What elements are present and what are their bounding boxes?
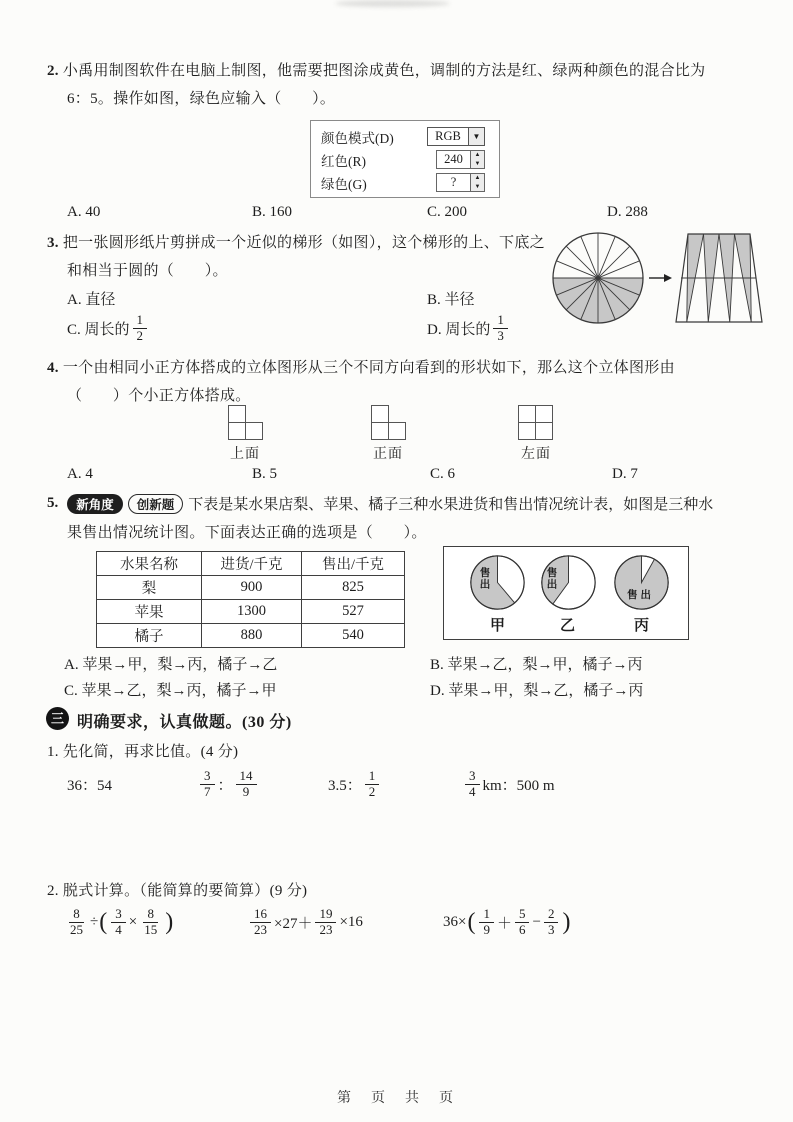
sold-label-jia: 售出 [478,567,490,590]
pie-chart-panel [443,546,689,640]
q5-text1: 下表是某水果店梨、苹果、橘子三种水果进货和售出情况统计表，如图是三种水 [188,497,714,513]
color-dialog [310,120,500,198]
green-value: ? [450,175,457,189]
q3-line1 [47,231,545,252]
left-view-label: 左面 [521,447,551,462]
green-label: 绿色(G) [321,176,367,192]
page-footer: 第 页 共 页 [337,1089,456,1105]
q3-option-d [427,308,511,348]
q4-line2: （ ）个小正方体搭成。 [67,388,251,404]
sub1-title: 1. 先化简，再求比值。(4 分) [47,744,239,760]
color-mode-row [321,125,491,148]
q3-option-c-text: C. 周长的 [67,321,130,338]
green-row [321,171,491,194]
fraction: $\frac{1}{2}$ [133,313,148,344]
red-spinner[interactable] [436,150,485,169]
q3-option-c [67,308,150,348]
q5-option-a: A. 苹果→甲，梨→丙，橘子→乙 [64,657,278,673]
q2-text1: 小禹用制图软件在电脑上制图，他需要把图涂成黄色，调制的方法是红、绿两种颜色的混合比为 [62,63,706,79]
front-view-label: 正面 [373,447,403,462]
q5-option-d: D. 苹果→甲，梨→乙，橘子→丙 [430,683,644,699]
q2-option-b: B. 160 [252,204,293,220]
ratio-3: 3.5： $\frac{1}{2}$ [328,762,382,806]
fraction: $\frac{5}{6}$ [515,907,530,938]
spin-up-icon[interactable]: ▲ [474,175,481,181]
fraction: $\frac{1}{9}$ [479,907,494,938]
q5-line2: 果售出情况统计图。下面表达正确的选项是（ ）。 [67,525,427,541]
q2-line2: 6：5。操作如图，绿色应输入（ ）。 [67,91,336,107]
sold-label-yi: 售出 [545,567,557,590]
q5-number: 5. [47,495,59,511]
sold-label-bing: 售出 [627,590,654,601]
section-three-title: 明确要求，认真做题。(30 分) [77,714,292,731]
fraction: $\frac{8}{15}$ [144,905,158,937]
q5-option-c: C. 苹果→乙，梨→丙，橘子→甲 [64,683,277,699]
q4-option-c: C. 6 [430,466,456,482]
fraction: $\frac{3}{4}$ [465,769,480,800]
q3-line2: 和相当于圆的（ ）。 [67,263,228,279]
pie-label-yi: 乙 [560,618,577,634]
spin-down-icon[interactable]: ▼ [474,183,481,190]
fraction: $\frac{3}{7}$ [200,769,215,800]
q3-text1: 把一张圆形纸片剪拼成一个近似的梯形（如图），这个梯形的上、下底之 [62,235,545,251]
expression-2: $\frac{16}{23}$ ×27＋ $\frac{19}{23}$ ×16 [247,900,363,944]
new-angle-badge: 新角度 [67,494,123,514]
spin-up-icon[interactable]: ▲ [474,152,481,158]
fraction: $\frac{1}{3}$ [493,313,508,344]
q4-option-b: B. 5 [252,466,278,482]
ratio-2: $\frac{3}{7}$ ： $\frac{14}{9}$ [197,762,260,806]
q5-line1 [47,493,713,514]
table-header-row: 水果名称 进货/千克 售出/千克 [97,552,405,576]
fraction: $\frac{14}{9}$ [236,769,257,800]
pie-label-jia: 甲 [490,618,507,634]
table-row: 梨 900 825 [97,576,405,600]
fraction: $\frac{16}{23}$ [250,907,271,938]
red-row [321,148,491,171]
section-three-icon: 三 [46,707,69,730]
color-mode-value: RGB [427,127,469,146]
q4-line1 [47,356,675,377]
arrow-icon [664,274,672,282]
q4-option-a: A. 4 [67,466,93,482]
q3-option-a: A. 直径 [67,292,116,308]
q4-option-d: D. 7 [612,466,638,482]
green-spinner-arrows[interactable] [470,174,484,191]
q2-line1 [47,59,705,80]
q2-option-d: D. 288 [607,204,648,220]
dropdown-arrow-icon[interactable]: ▼ [469,127,485,146]
q2-number: 2. [47,63,59,79]
q5-option-b: B. 苹果→乙，梨→甲，橘子→丙 [430,657,643,673]
fraction: $\frac{19}{23}$ [315,907,336,938]
fraction: $\frac{3}{4}$ [111,907,126,938]
ratio-1: 36：54 [67,777,113,794]
expression-1: $\frac{8}{25}$ ÷ ( $\frac{3}{4}$ × $\frac{8}{15}$ ) [63,900,174,944]
q3-option-b: B. 半径 [427,292,475,308]
fruit-table [96,551,405,648]
q4-text1: 一个由相同小正方体搭成的立体图形从三个不同方向看到的形状如下，那么这个立体图形由 [62,360,675,376]
fraction: $\frac{2}{3}$ [544,907,559,938]
spin-down-icon[interactable]: ▼ [474,160,481,167]
table-row: 橘子 880 540 [97,624,405,648]
innovation-badge: 创新题 [128,494,184,514]
red-value: 240 [444,152,463,166]
q2-option-a: A. 40 [67,204,101,220]
color-mode-label: 颜色模式(D) [321,130,394,146]
green-spinner[interactable] [436,173,485,192]
q2-option-c: C. 200 [427,204,468,220]
pie-label-bing: 丙 [634,618,651,634]
q3-option-d-text: D. 周长的 [427,321,491,338]
circle-to-trapezoid-figure [548,228,764,328]
ratio-4: $\frac{3}{4}$ km：500 m [462,762,555,806]
red-label: 红色(R) [321,153,366,169]
table-row: 苹果 1300 527 [97,600,405,624]
pie-chart-bing [613,554,670,611]
top-view-label: 上面 [230,447,260,462]
color-mode-dropdown[interactable] [427,127,485,146]
expression-3: 36× ( $\frac{1}{9}$ ＋ $\frac{5}{6}$ − $\frac{2}{3}$ ) [443,905,571,937]
q3-number: 3. [47,235,59,251]
sub2-title: 2. 脱式计算。（能简算的要简算）(9 分) [47,883,308,899]
fraction: $\frac{1}{2}$ [365,769,380,800]
fraction: $\frac{8}{25}$ [70,905,83,937]
scan-smudge-artifact [335,0,450,7]
q4-number: 4. [47,360,59,376]
red-spinner-arrows[interactable] [470,151,484,168]
